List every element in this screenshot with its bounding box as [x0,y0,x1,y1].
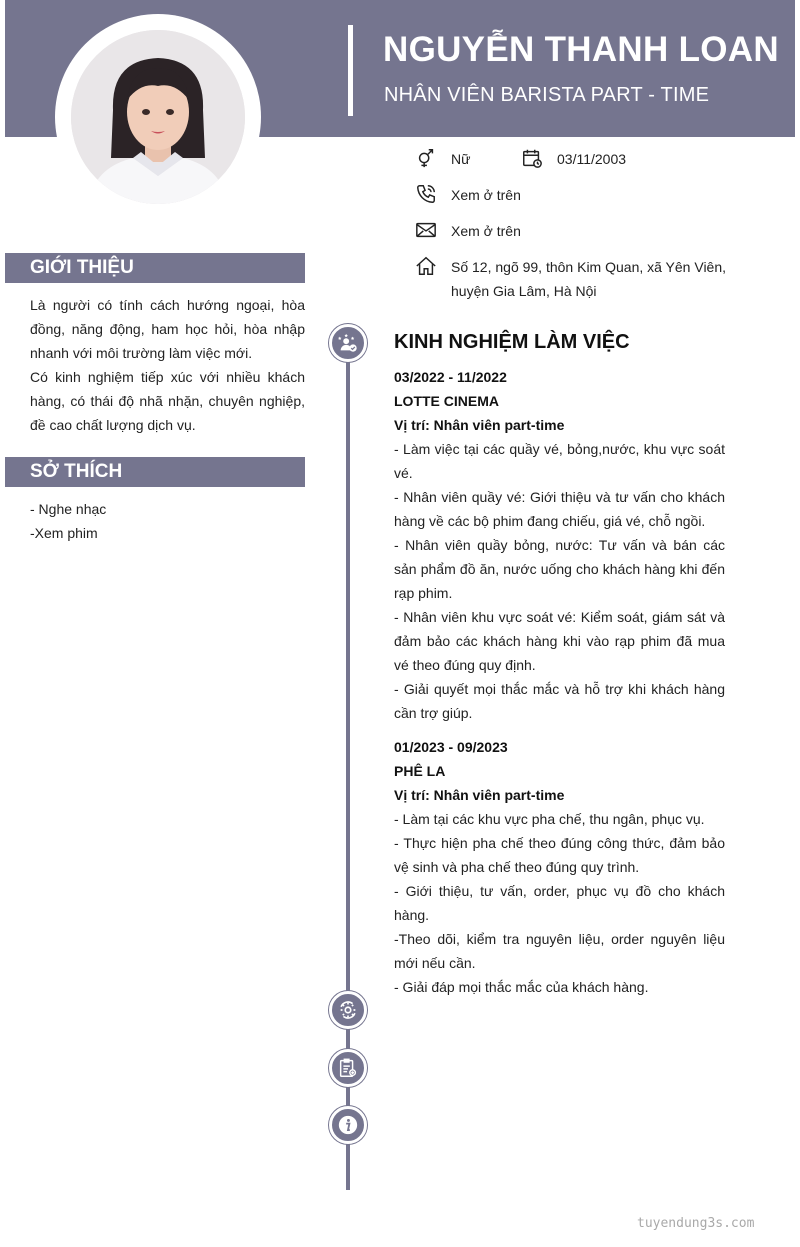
intro-heading: GIỚI THIỆU [5,253,305,283]
job-duty: - Giải quyết mọi thắc mắc và hỗ trợ khi khách hàng cần trợ giúp. [394,681,725,721]
certificate-icon [329,1049,367,1087]
phone-value: Xem ở trên [451,187,521,203]
email-value: Xem ở trên [451,223,521,239]
job-duty: - Thực hiện pha chế theo đúng công thức, đảm bảo vệ sinh và pha chế theo đúng quy trình. [394,835,725,875]
experience-heading: KINH NGHIỆM LÀM VIỆC [394,331,630,353]
job-title: NHÂN VIÊN BARISTA PART - TIME [384,84,710,106]
job-duty: -Theo dõi, kiểm tra nguyên liệu, order nguyên liệu mới nếu cần. [394,931,725,971]
job-duty: - Giới thiệu, tư vấn, order, phục vụ đồ cho khách hàng. [394,883,725,923]
contact-email [415,219,521,243]
gender-value: Nữ [451,151,471,167]
contact-address [415,255,761,303]
contact-dob [521,147,626,171]
intro-text [30,293,305,437]
job-duty: - Giải đáp mọi thắc mắc của khách hàng. [394,979,649,995]
job-position: Vị trí: Nhân viên part-time [394,787,565,803]
job-entry [394,735,725,999]
address-value: Số 12, ngõ 99, thôn Kim Quan, xã Yên Viên, huyện Gia Lâm, Hà Nội [451,259,727,299]
email-icon [415,219,437,241]
job-period: 03/2022 - 11/2022 [394,369,507,385]
job-company: PHÊ LA [394,763,446,779]
candidate-name: NGUYỄN THANH LOAN [383,30,779,69]
job-duty: - Nhân viên quầy bỏng, nước: Tư vấn và bán các sản phẩm đồ ăn, nước uống cho khách hàng khi đến rạp phim. [394,537,725,601]
job-entry [394,365,725,725]
job-duty: - Làm tại các khu vực pha chế, thu ngân, phục vụ. [394,811,705,827]
home-icon [415,255,437,277]
hobby-item: -Xem phim [30,525,98,541]
job-duty: - Nhân viên quầy vé: Giới thiệu và tư vấn cho khách hàng về các bộ phim đang chiếu, giá vé, chỗ ngồi. [394,489,725,529]
hobbies-heading: SỞ THÍCH [5,457,305,487]
phone-icon [415,183,437,205]
contact-gender [415,147,470,171]
hobby-item: - Nghe nhạc [30,501,107,517]
header-divider [348,25,353,116]
job-duty: - Làm việc tại các quầy vé, bỏng,nước, khu vực soát vé. [394,441,725,481]
calendar-icon [521,147,543,169]
avatar [71,30,245,204]
experience-icon [329,324,367,362]
dob-value: 03/11/2003 [557,151,627,167]
watermark: tuyendung3s.com [637,1216,755,1231]
job-duty: - Nhân viên khu vực soát vé: Kiểm soát, giám sát và đảm bảo các khách hàng khi vào rạp phim đã mua vé theo đúng quy định. [394,609,725,673]
info-icon [329,1106,367,1144]
skills-gear-icon [329,991,367,1029]
gender-icon [415,147,437,169]
job-period: 01/2023 - 09/2023 [394,739,508,755]
job-company: LOTTE CINEMA [394,393,499,409]
intro-paragraph: Có kinh nghiệm tiếp xúc với nhiều khách hàng, có thái độ nhã nhặn, chuyên nghiệp, đề cao chất lượng dịch vụ. [30,369,305,433]
job-position: Vị trí: Nhân viên part-time [394,417,565,433]
intro-paragraph: Là người có tính cách hướng ngoại, hòa đồng, năng động, ham học hỏi, hòa nhập nhanh với môi trường làm việc mới. [30,297,305,361]
contact-phone [415,183,521,207]
